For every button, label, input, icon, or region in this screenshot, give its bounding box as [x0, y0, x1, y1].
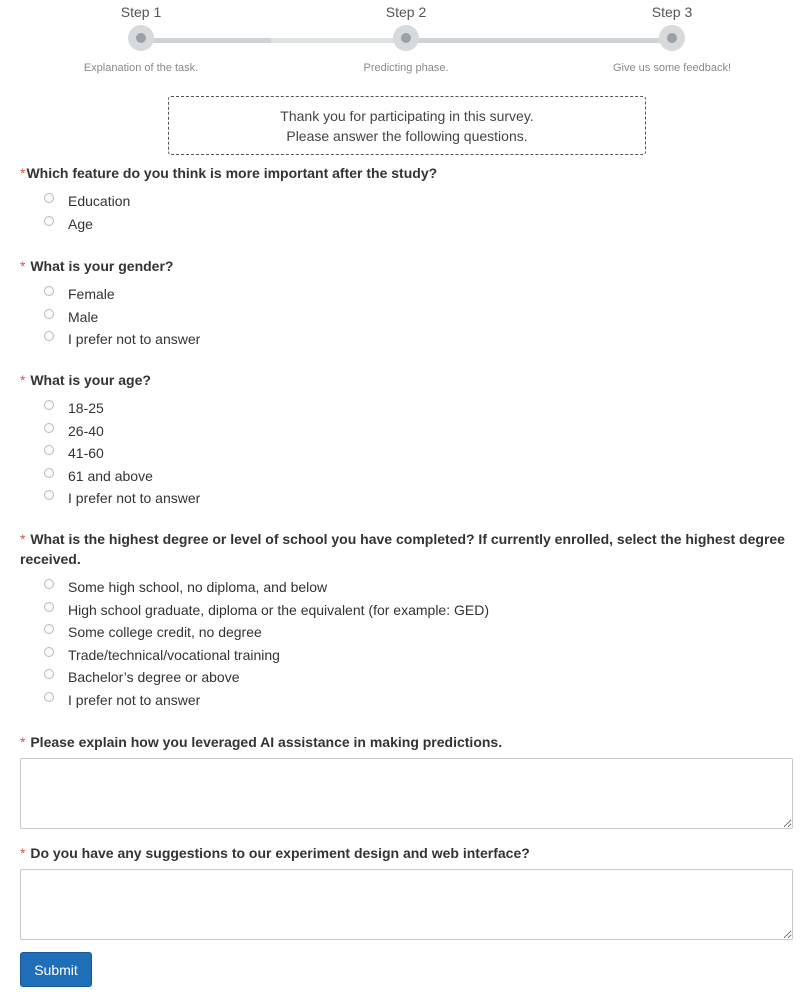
option-high-school-graduate[interactable]: [20, 599, 790, 622]
option-prefer-not[interactable]: [20, 689, 790, 712]
radio-icon[interactable]: [44, 624, 54, 634]
question-text: Which feature do you think is more important after the study?: [26, 165, 438, 181]
step-2-dot-icon: [393, 25, 419, 51]
required-marker: *: [20, 734, 26, 750]
option-18-25[interactable]: [20, 397, 790, 420]
option-some-college[interactable]: [20, 621, 790, 644]
required-marker: *: [20, 372, 26, 388]
option-label: 18-25: [68, 400, 104, 416]
option-label: 61 and above: [68, 467, 153, 484]
question-important-feature: [20, 163, 790, 235]
question-label: [20, 370, 790, 390]
required-marker: *: [20, 258, 26, 274]
option-label: High school graduate, diploma or the equivalent (for example: GED): [68, 601, 489, 618]
option-some-high-school[interactable]: [20, 576, 790, 599]
question-label: [20, 732, 790, 752]
required-marker: *: [20, 845, 26, 861]
suggestions-textarea[interactable]: [20, 869, 793, 940]
step-1-title: Step 1: [120, 4, 162, 20]
option-label: Male: [68, 308, 99, 325]
question-gender: [20, 256, 790, 351]
radio-icon[interactable]: [44, 423, 54, 433]
option-label: Some college credit, no degree: [68, 624, 262, 640]
intro-line-1: Thank you for participating in this survey.: [280, 108, 534, 124]
question-text: Do you have any suggestions to our experiment design and web interface?: [26, 845, 530, 861]
radio-icon[interactable]: [44, 490, 54, 500]
option-label: 26-40: [68, 422, 104, 439]
question-ai-assistance: [20, 732, 790, 752]
option-label: 41-60: [68, 445, 104, 461]
option-61-above[interactable]: [20, 465, 790, 488]
option-prefer-not[interactable]: [20, 328, 790, 351]
intro-box: [168, 96, 646, 155]
radio-icon[interactable]: [44, 331, 54, 341]
question-age: [20, 370, 790, 510]
option-trade-training[interactable]: [20, 644, 790, 667]
question-label: [20, 256, 790, 276]
step-3-caption: Give us some feedback!: [612, 62, 732, 74]
required-marker: *: [20, 165, 26, 181]
question-education-level: [20, 529, 790, 711]
ai-assistance-textarea[interactable]: [20, 758, 793, 829]
progress-stepper: [0, 0, 810, 90]
option-label: Bachelor’s degree or above: [68, 669, 240, 685]
option-bachelors[interactable]: [20, 666, 790, 689]
question-label: [20, 163, 790, 183]
radio-icon[interactable]: [44, 400, 54, 410]
question-text: What is your gender?: [26, 258, 174, 274]
radio-icon[interactable]: [44, 692, 54, 702]
option-education[interactable]: [20, 190, 790, 213]
option-41-60[interactable]: [20, 442, 790, 465]
intro-line-2: Please answer the following questions.: [286, 128, 528, 144]
option-male[interactable]: [20, 306, 790, 329]
question-suggestions: [20, 843, 790, 863]
option-label: I prefer not to answer: [68, 691, 201, 708]
radio-icon[interactable]: [44, 669, 54, 679]
option-label: Education: [68, 193, 131, 209]
radio-icon[interactable]: [44, 468, 54, 478]
radio-icon[interactable]: [44, 309, 54, 319]
radio-icon[interactable]: [44, 193, 54, 203]
option-age[interactable]: [20, 213, 790, 236]
required-marker: *: [20, 531, 26, 547]
radio-icon[interactable]: [44, 602, 54, 612]
step-3-dot-icon: [659, 25, 685, 51]
question-text: What is the highest degree or level of school you have completed? If currently enrolled, select the highest degree received.: [20, 531, 785, 567]
step-2-caption: Predicting phase.: [363, 62, 449, 74]
question-text: What is your age?: [26, 372, 151, 388]
submit-button[interactable]: Submit: [20, 952, 92, 987]
option-label: Trade/technical/vocational training: [68, 646, 280, 663]
radio-icon[interactable]: [44, 579, 54, 589]
option-label: Some high school, no diploma, and below: [68, 579, 328, 595]
question-text: Please explain how you leveraged AI assistance in making predictions.: [26, 734, 503, 750]
option-label: Female: [68, 286, 115, 302]
option-female[interactable]: [20, 283, 790, 306]
option-label: I prefer not to answer: [68, 331, 201, 347]
step-3-title: Step 3: [651, 4, 693, 20]
step-2-title: Step 2: [385, 4, 427, 20]
question-label: [20, 843, 790, 863]
radio-icon[interactable]: [44, 647, 54, 657]
question-label: [20, 529, 790, 569]
step-1-caption: Explanation of the task.: [83, 62, 199, 74]
radio-icon[interactable]: [44, 286, 54, 296]
option-prefer-not[interactable]: [20, 487, 790, 510]
radio-icon[interactable]: [44, 445, 54, 455]
radio-icon[interactable]: [44, 216, 54, 226]
option-label: I prefer not to answer: [68, 490, 201, 506]
step-1-dot-icon: [128, 25, 154, 51]
option-label: Age: [68, 215, 93, 232]
option-26-40[interactable]: [20, 420, 790, 443]
